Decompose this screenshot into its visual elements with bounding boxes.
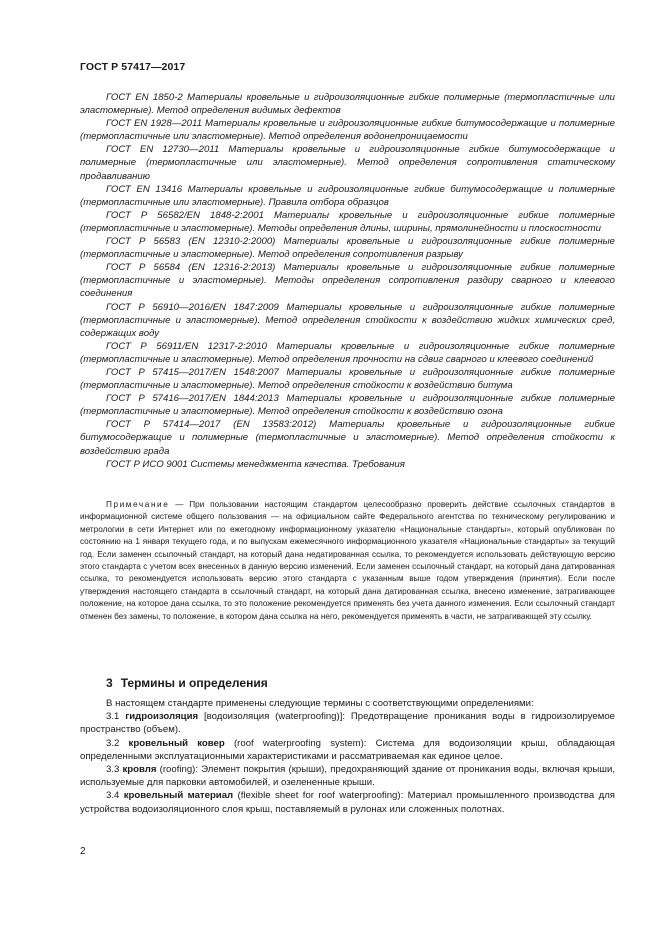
term-definition: (roof waterproofing system): Система для водоизоляции крыш, обладающая определенными эксплуатационными характеристиками и рассматриваемая как единое целое. — [80, 737, 615, 762]
reference-item: ГОСТ Р 56911/EN 12317-2:2010 Материалы кровельные и гидроизоляционные гибкие полимерные (термопластичные и эластомерные). Метод определения прочности на сдвиг сварного и клеевого соединений — [80, 340, 615, 365]
references-list — [80, 91, 615, 471]
term-name: кровля — [122, 764, 157, 776]
term-name: гидроизоляция — [125, 711, 199, 723]
reference-item: ГОСТ Р ИСО 9001 Системы менеджмента качества. Требования — [106, 458, 405, 470]
term-definition: [водоизоляция (waterproofing)]: Предотвращение проникания воды в гидроизолируемое пространство (объем). — [80, 711, 615, 736]
reference-item: ГОСТ EN 12730—2011 Материалы кровельные и гидроизоляционные гибкие битумосодержащие и полимерные (термопластичные или эластомерные). Метод определения сопротивления статическому продавливанию — [80, 144, 615, 182]
term-number: 3.4 — [106, 790, 120, 802]
term-number: 3.3 — [106, 764, 120, 776]
term-definition: (flexible sheet for roof waterproofing): Материал промышленного производства для устройства водоизоляционного слоя крыш, поставляемый в рулонах или сложенных полотнах. — [80, 790, 615, 815]
term-item — [80, 737, 615, 763]
term-definition: (roofing): Элемент покрытия (крыши), предохраняющий здание от проникания воды, включая крыши, используемые для парковки автомобилей, и озелененные крыши. — [80, 764, 615, 789]
reference-item: ГОСТ Р 56584 (EN 12316-2:2013) Материалы кровельные и гидроизоляционные гибкие полимерные (термопластичные и эластомерные). Методы определения сопротивления раздиру сварного и клеевого соединения — [80, 262, 615, 300]
reference-item: ГОСТ Р 56910—2016/EN 1847:2009 Материалы кровельные и гидроизоляционные гибкие полимерные (термопластичные и эластомерные). Метод определения стойкости к воздействию жидких химических сред, содержащих воду — [80, 301, 615, 339]
term-number: 3.2 — [106, 737, 120, 749]
section-heading — [106, 676, 276, 690]
note-block — [80, 499, 615, 623]
term-item — [80, 763, 615, 789]
term-item — [80, 789, 615, 815]
term-name: кровельный материал — [123, 790, 234, 802]
reference-item: ГОСТ EN 1850-2 Материалы кровельные и гидроизоляционные гибкие полимерные (термопластичные или эластомерные). Метод определения видимых дефектов — [80, 92, 615, 117]
terms-list — [80, 697, 615, 816]
section-number: 3 — [106, 676, 113, 690]
reference-item: ГОСТ Р 57414—2017 (EN 13583:2012) Материалы кровельные и гидроизоляционные гибкие битумосодержащие и полимерные (термопластичные и эластомерные). Метод определения стойкости к воздействию града — [80, 419, 615, 457]
terms-intro: В настоящем стандарте применены следующие термины с соответствующими определениями: — [106, 698, 534, 709]
reference-item: ГОСТ Р 57415—2017/EN 1548:2007 Материалы кровельные и гидроизоляционные гибкие полимерные (термопластичные и эластомерные). Метод определения стойкости к воздействию битума — [80, 366, 615, 392]
reference-item: ГОСТ Р 56583 (EN 12310-2:2000) Материалы кровельные и гидроизоляционные гибкие полимерные (термопластичные и эластомерные). Метод определения сопротивления разрыву — [80, 236, 615, 261]
term-number: 3.1 — [106, 711, 120, 723]
term-item — [80, 710, 615, 736]
reference-item: ГОСТ EN 1928—2011 Материалы кровельные и гидроизоляционные гибкие битумосодержащие и полимерные (термопластичные или эластомерные). Метод определения водонепроницаемости — [80, 118, 615, 143]
section-title-text: Термины и определения — [120, 676, 268, 690]
term-name: кровельный ковер — [128, 737, 225, 749]
note-label: Примечание — [106, 500, 170, 509]
note-paragraph — [80, 499, 615, 623]
reference-item: ГОСТ Р 57416—2017/EN 1844:2013 Материалы кровельные и гидроизоляционные гибкие полимерные (термопластичные и эластомерные). Метод определения стойкости к воздействию озона — [80, 393, 615, 418]
page-number: 2 — [80, 846, 86, 857]
reference-item: ГОСТ EN 13416 Материалы кровельные и гидроизоляционные гибкие битумосодержащие и полимерные (термопластичные или эластомерные). Правила отбора образцов — [80, 183, 615, 208]
reference-item: ГОСТ Р 56582/EN 1848-2:2001 Материалы кровельные и гидроизоляционные гибкие полимерные (термопластичные и эластомерные). Методы определения длины, ширины, прямолинейности и плоскостности — [80, 209, 615, 234]
page-header: ГОСТ Р 57417—2017 — [80, 61, 186, 73]
note-text: — При пользовании настоящим стандартом целесообразно проверить действие ссылочных стандартов в информационной системе общего пользования — на официальном сайте Федерального агентства по техническому регулированию и метрологии в сети Интернет или по ежегодному информационному указателю «Национальные стандарты», который опубликован по состоянию на 1 января текущего года, и по выпускам ежемесячного информационного указателя «Национальные стандарты» за текущий год. Если заменен ссылочный стандарт, на который дана недатированная ссылка, то рекомендуется использовать действующую версию этого стандарта с учетом всех внесенных в данную версию изменений. Если заменен ссылочный стандарт, на который дана датированная ссылка, то рекомендуется использовать версию этого стандарта с указанным выше годом утверждения (принятия). Если после утверждения настоящего стандарта в ссылочный стандарт, на который дана датированная ссылка, внесено изменение, затрагивающее положение, на которое дана ссылка, то это положение рекомендуется применять без учета данного изменения. Если ссылочный стандарт отменен без замены, то положение, в котором дана ссылка на него, рекомендуется применять в части, не затрагивающей эту ссылку. — [80, 500, 615, 621]
